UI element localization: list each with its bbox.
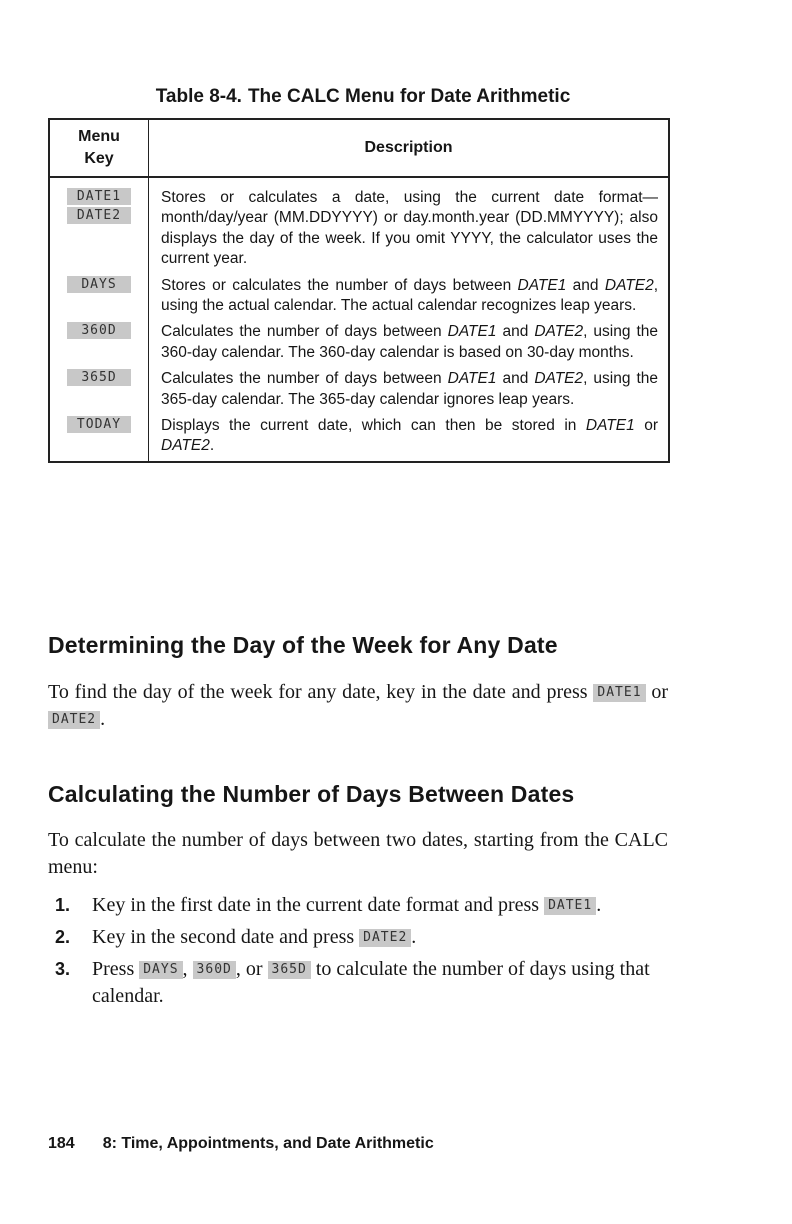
key-date2: DATE2 — [359, 929, 411, 947]
key-date2: DATE2 — [48, 711, 100, 729]
table-header-row — [49, 119, 669, 177]
section-heading-days-between: Calculating the Number of Days Between Dates — [48, 781, 575, 807]
table-caption-number: Table 8-4. — [155, 86, 242, 107]
page-footer — [48, 1135, 434, 1153]
menu-key-header-line2: Key — [84, 150, 114, 167]
menu-key-date2: DATE2 — [67, 207, 131, 224]
menu-key-360d: 360D — [67, 322, 131, 339]
section-heading-day-of-week: Determining the Day of the Week for Any Date — [48, 632, 558, 658]
menu-key-cell — [49, 363, 149, 410]
list-item: 1. Key in the first date in the current date format and press DATE1 . — [48, 892, 670, 919]
table-row — [49, 363, 669, 410]
table-row — [49, 270, 669, 317]
step-number: 3. — [54, 959, 70, 979]
page-number: 184 — [48, 1135, 75, 1152]
key-date1: DATE1 — [544, 897, 596, 915]
table-caption-title: The CALC Menu for Date Arithmetic — [247, 86, 571, 107]
menu-key-header — [49, 119, 149, 177]
table-row — [49, 177, 669, 270]
description-cell: Stores or calculates a date, using the current date format—month/day/year (MM.DDYYYY) or day.month.year (DD.MMYYYY); also displays the day of the week. If you omit YYYY, the calculator uses the current year. — [161, 189, 658, 268]
description-cell: Stores or calculates the number of days between DATE1 and DATE2, using the actual calendar. The actual calendar recognizes leap years. — [161, 276, 658, 315]
menu-key-days: DAYS — [67, 276, 131, 293]
table-row — [49, 410, 669, 462]
menu-key-cell — [49, 410, 149, 462]
menu-key-cell — [49, 316, 149, 363]
table-caption — [0, 86, 720, 108]
chapter-title: 8: Time, Appointments, and Date Arithmetic — [102, 1135, 434, 1152]
menu-key-today: TODAY — [67, 416, 131, 433]
description-header: Description — [149, 119, 670, 177]
key-365d: 365D — [268, 961, 311, 979]
day-of-week-paragraph: To find the day of the week for any date, key in the date and press DATE1 or DATE2 . — [48, 681, 669, 730]
step-number: 2. — [54, 927, 70, 947]
steps-list — [48, 892, 670, 1015]
description-cell: Displays the current date, which can then be stored in DATE1 or DATE2. — [161, 417, 658, 455]
key-date1: DATE1 — [593, 684, 645, 702]
menu-key-365d: 365D — [67, 369, 131, 386]
menu-key-cell — [49, 270, 149, 317]
days-between-intro: To calculate the number of days between two dates, starting from the CALC menu: — [48, 829, 668, 878]
table-row — [49, 316, 669, 363]
list-item: 2. Key in the second date and press DATE2 . — [48, 924, 670, 951]
key-days: DAYS — [139, 961, 182, 979]
description-cell: Calculates the number of days between DATE1 and DATE2, using the 360-day calendar. The 360-day calendar is based on 30-day months. — [161, 323, 659, 361]
description-cell: Calculates the number of days between DATE1 and DATE2, using the 365-day calendar. The 365-day calendar ignores leap years. — [161, 370, 659, 408]
calc-menu-table — [48, 118, 670, 463]
menu-key-date1: DATE1 — [67, 188, 131, 205]
list-item: 3. Press DAYS , 360D , or 365D to calculate the number of days using that calendar. — [48, 956, 670, 1010]
key-360d: 360D — [193, 961, 236, 979]
step-number: 1. — [54, 895, 70, 915]
menu-key-header-line1: Menu — [78, 128, 120, 145]
menu-key-cell — [49, 177, 149, 270]
